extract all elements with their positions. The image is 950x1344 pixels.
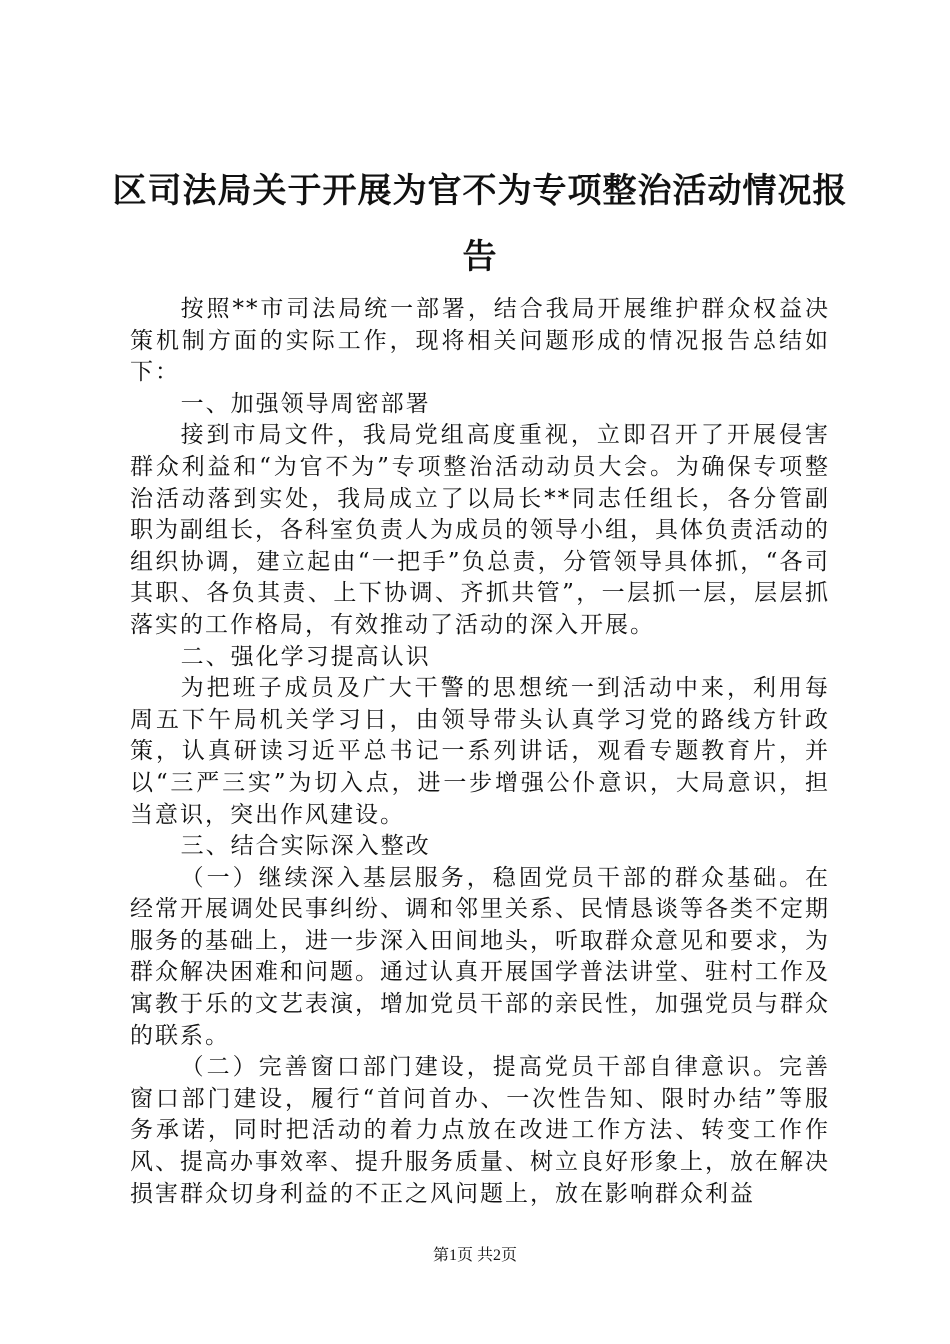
section-heading-3: 三、结合实际深入整改 [180, 833, 431, 860]
page-footer: 第1页 共2页 [432, 1247, 517, 1264]
section-1-paragraph: 接到市局文件，我局党组高度重视，立即召开了开展侵害群众利益和“为官不为”专项整治活动动员大会。为确保专项整治活动落到实处，我局成立了以局长**同志任组长，各分管副职为副组长，各科室负责人为成员的领导小组，具体负责活动的组织协调，建立起由“一把手”负总责，分管领导具体抓，“各司其职、各负其责、上下协调、齐抓共管”，一层抓一层，层层抓落实的工作格局，有效推动了活动的深入开展。 [130, 422, 830, 638]
section-3-item-1-paragraph: （一）继续深入基层服务，稳固党员干部的群众基础。在经常开展调处民事纠纷、调和邻里关系、民情恳谈等各类不定期服务的基础上，进一步深入田间地头，听取群众意见和要求，为群众解决困难和问题。通过认真开展国学普法讲堂、驻村工作及寓教于乐的文艺表演，增加党员干部的亲民性，加强党员与群众的联系。 [130, 864, 830, 1049]
section-heading-1: 一、加强领导周密部署 [180, 390, 431, 417]
section-3-item-2-paragraph: （二）完善窗口部门建设，提高党员干部自律意识。完善窗口部门建设，履行“首问首办、一次性告知、限时办结”等服务承诺，同时把活动的着力点放在改进工作方法、转变工作作风、提高办事效率、提升服务质量、树立良好形象上，放在解决损害群众切身利益的不正之风问题上，放在影响群众利益 [130, 1054, 830, 1207]
document-title: 区司法局关于开展为官不为专项整治活动情况报告 [112, 171, 848, 277]
intro-paragraph: 按照**市司法局统一部署，结合我局开展维护群众权益决策机制方面的实际工作，现将相关问题形成的情况报告总结如下： [130, 296, 830, 386]
document-body [130, 294, 830, 1210]
section-heading-2: 二、强化学习提高认识 [180, 643, 431, 670]
section-2-paragraph: 为把班子成员及广大干警的思想统一到活动中来，利用每周五下午局机关学习日，由领导带头认真学习党的路线方针政策，认真研读习近平总书记一系列讲话，观看专题教育片，并以“三严三实”为切入点，进一步增强公仆意识，大局意识，担当意识，突出作风建设。 [130, 675, 830, 828]
